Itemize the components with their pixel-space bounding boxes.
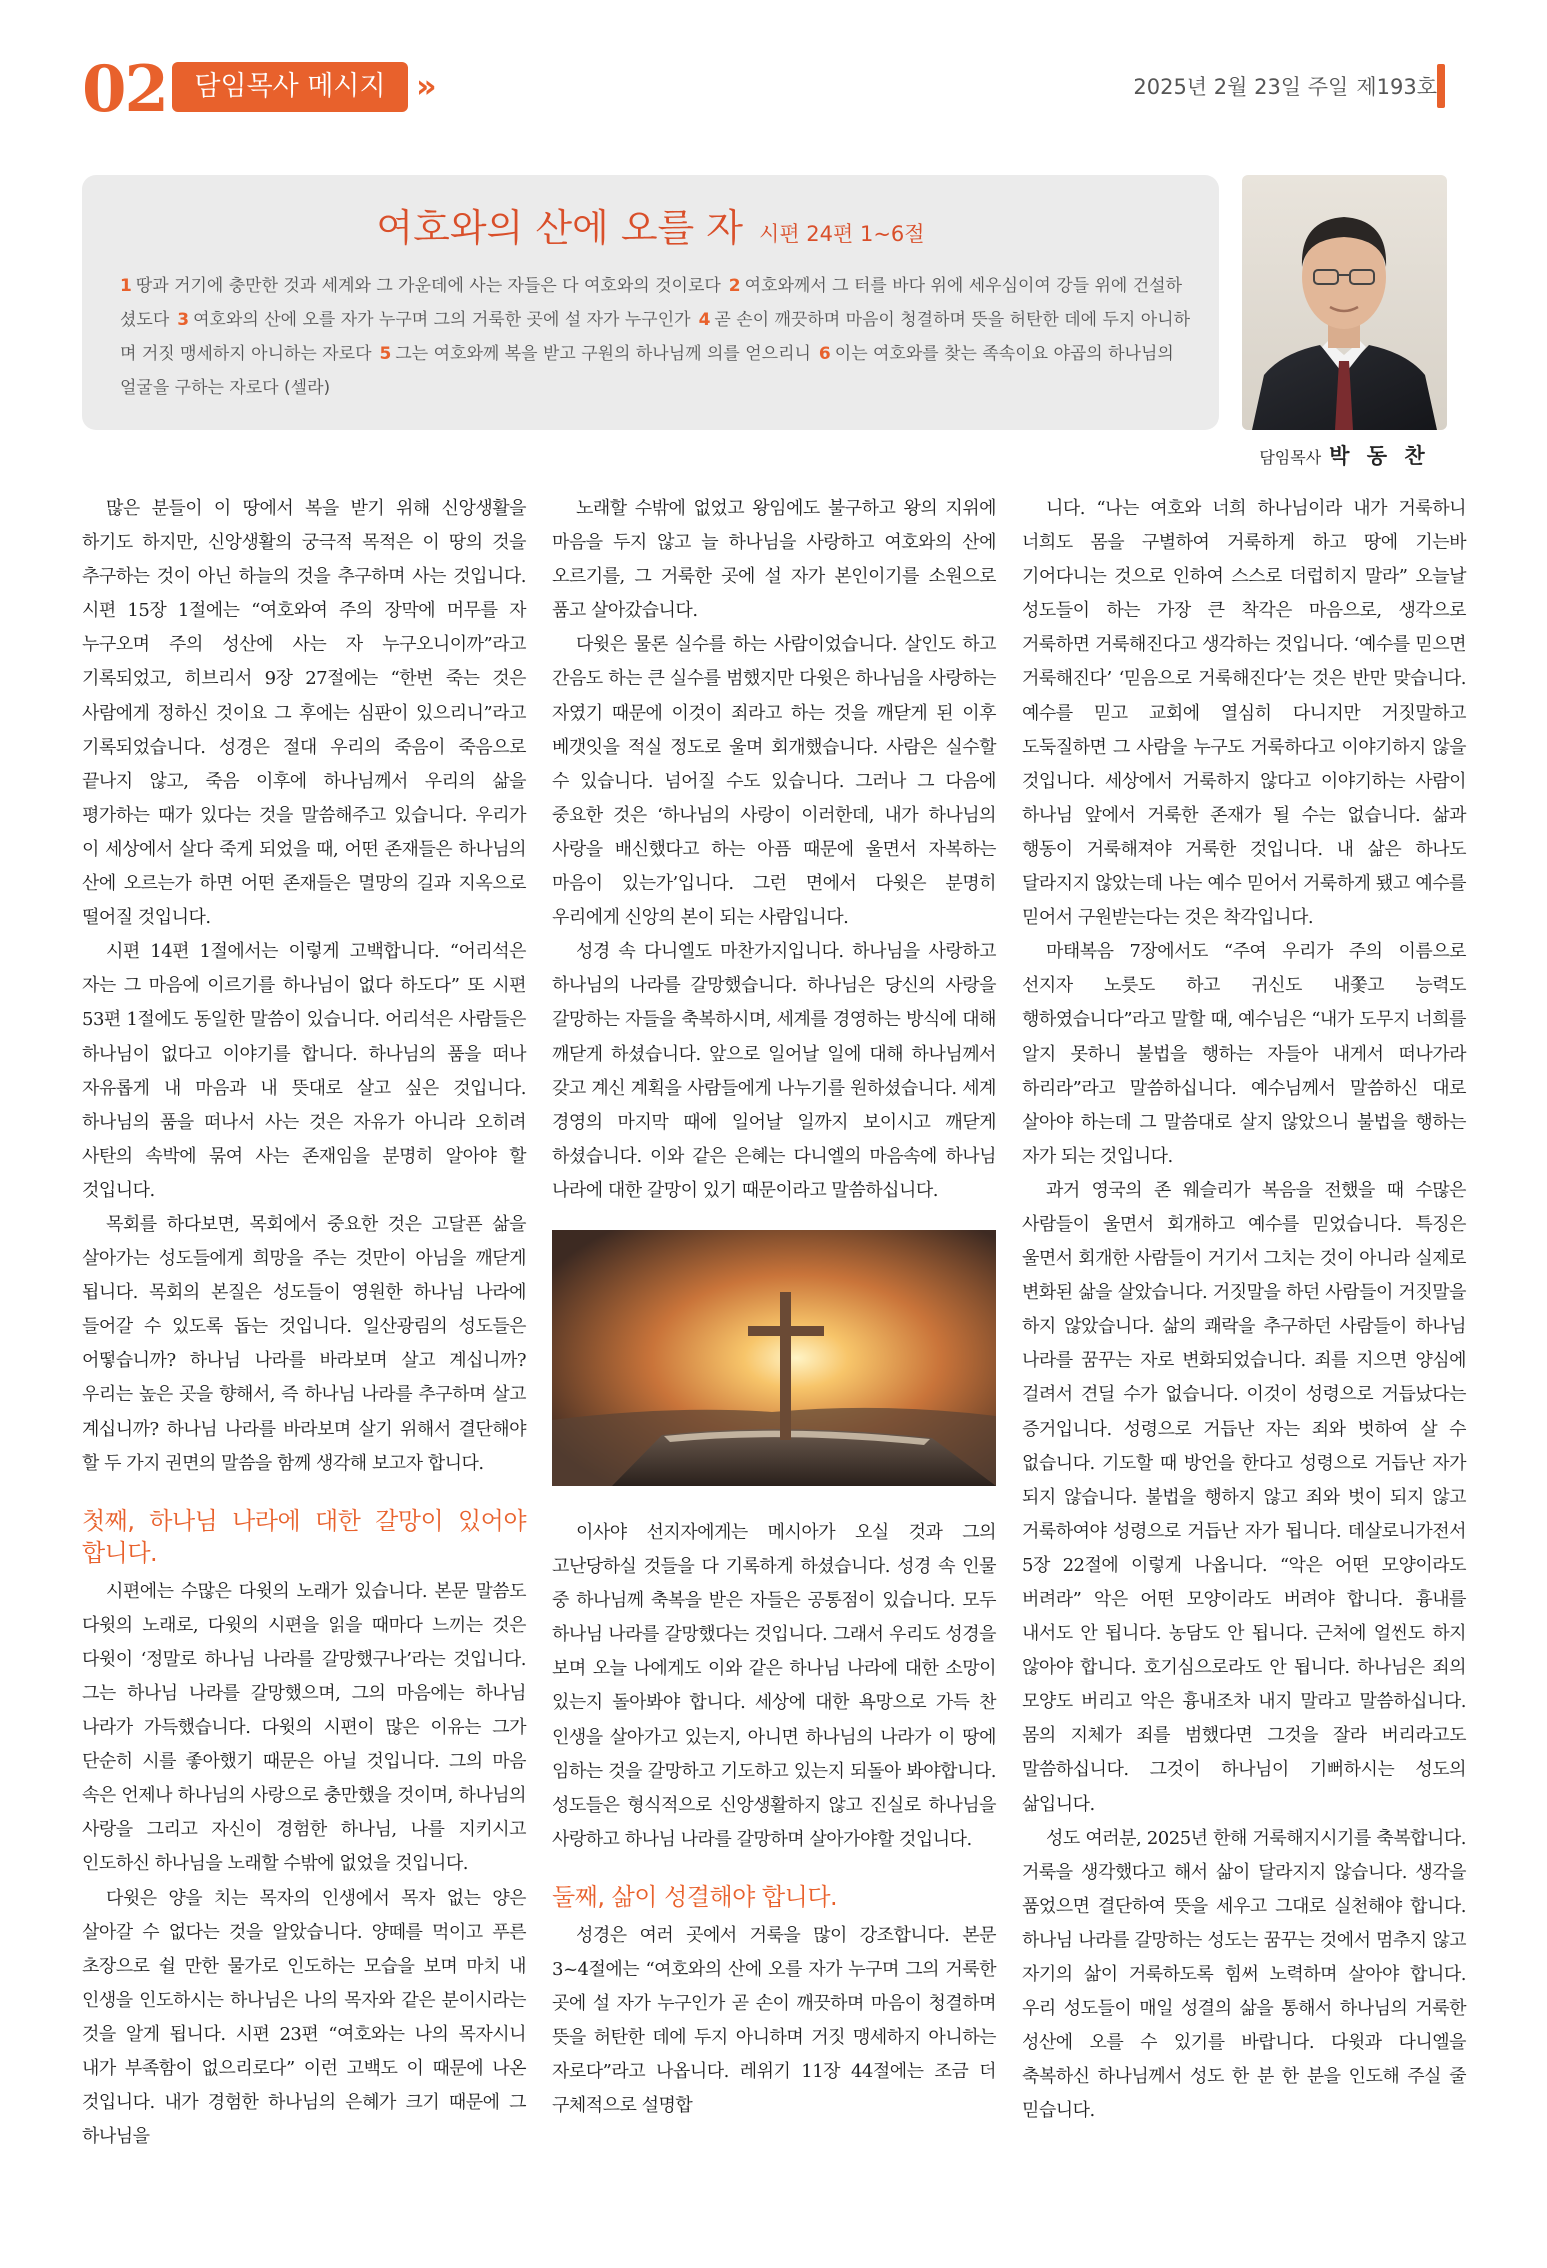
sermon-title: 여호와의 산에 오를 자 bbox=[376, 206, 744, 250]
paragraph: 마태복음 7장에서도 “주여 우리가 주의 이름으로 선지자 노릇도 하고 귀신도 내쫓고 능력도 행하였습니다”라고 말할 때, 예수님은 “내가 도무지 너희를 알지 못하니 불법을 행하는 자들아 내게서 떠나가라 하리라”라고 말씀하십니다. 예수님께서 말씀하신 대로 살아야 하는데 그 말씀대로 살지 않았으니 불법을 행하는 자가 되는 것입니다. bbox=[1022, 941, 1466, 1167]
scripture-reference: 시편 24편 1~6절 bbox=[759, 222, 925, 246]
article-column-1 bbox=[82, 492, 526, 2154]
cross-sunset-image bbox=[552, 1230, 996, 1486]
verse-number: 6 bbox=[818, 344, 831, 364]
issue-date bbox=[1125, 72, 1437, 102]
paragraph: 많은 분들이 이 땅에서 복을 받기 위해 신앙생활을 하기도 하지만, 신앙생활의 궁극적 목적은 이 땅의 것을 추구하는 것이 아닌 하늘의 것을 추구하며 사는 것입니다. 시편 15장 1절에는 “여호와여 주의 장막에 머무를 자 누구오며 주의 성산에 사는 자 누구오니이까”라고 기록되었고, 히브리서 9장 27절에는 “한번 죽는 것은 사람에게 정하신 것이요 그 후에는 심판이 있으리니”라고 기록되었습니다. 성경은 절대 우리의 죽음이 죽음으로 끝나지 않고, 죽음 이후에 하나님께서 우리의 삶을 평가하는 때가 있다는 것을 말씀해주고 있습니다. 우리가 이 세상에서 살다 죽게 되었을 때, 어떤 존재들은 하나님의 산에 오르는가 하면 어떤 존재들은 멸망의 길과 지옥으로 떨어질 것입니다. bbox=[82, 498, 526, 929]
pastor-role: 담임목사 bbox=[1259, 448, 1322, 467]
verse-number: 4 bbox=[698, 310, 711, 330]
verse-text: 여호와의 산에 오를 자가 누구며 그의 거룩한 곳에 설 자가 누구인가 bbox=[193, 310, 691, 330]
section-tab: 담임목사 메시지 bbox=[172, 62, 408, 112]
verse-number: 1 bbox=[120, 276, 132, 296]
verse-text: 그는 여호와께 복을 받고 구원의 하나님께 의를 얻으리니 bbox=[395, 344, 811, 364]
paragraph: 목회를 하다보면, 목회에서 중요한 것은 고달픈 삶을 살아가는 성도들에게 희망을 주는 것만이 아님을 깨닫게 됩니다. 목회의 본질은 성도들이 영원한 하나님 나라에 들어갈 수 있도록 돕는 것입니다. 일산광림의 성도들은 어떻습니까? 하나님 나라를 바라보며 살고 계십니까? 우리는 높은 곳을 향해서, 즉 하나님 나라를 추구하며 살고 계십니까? 하나님 나라를 바라보며 살기 위해서 결단해야 할 두 가지 권면의 말씀을 함께 생각해 보고자 합니다. bbox=[82, 1213, 526, 1474]
scripture-heading bbox=[82, 197, 1219, 252]
pastor-portrait-image bbox=[1242, 175, 1447, 430]
paragraph: 성도 여러분, 2025년 한해 거룩해지시기를 축복합니다. 거룩을 생각했다고 해서 삶이 달라지지 않습니다. 생각을 품었으면 결단하여 뜻을 세우고 그대로 실천해야 합니다. 하나님 나라를 갈망하는 성도는 꿈꾸는 것에서 멈추지 않고 자기의 삶이 거룩하도록 힘써 노력하며 살아야 합니다. 우리 성도들이 매일 성결의 삶을 통해서 하나님의 거룩한 성산에 오를 수 있기를 바랍니다. 다윗과 다니엘을 축복하신 하나님께서 성도 한 분 한 분을 인도해 주실 줄 믿습니다. bbox=[1022, 1827, 1466, 2122]
paragraph: 시편에는 수많은 다윗의 노래가 있습니다. 본문 말씀도 다윗의 노래로, 다윗의 시편을 읽을 때마다 느끼는 것은 다윗이 ‘정말로 하나님 나라를 갈망했구나’라는 것입니다. 그는 하나님 나라를 갈망했으며, 그의 마음에는 하나님 나라가 가득했습니다. 다윗의 시편이 많은 이유는 그가 단순히 시를 좋아했기 때문은 아닐 것입니다. 그의 마음 속은 언제나 하나님의 사랑으로 충만했을 것이며, 하나님의 사랑을 그리고 자신이 경험한 하나님, 나를 지키시고 인도하신 하나님을 노래할 수밖에 없었을 것입니다. bbox=[82, 1580, 526, 1875]
article-column-2 bbox=[552, 492, 996, 2123]
scripture-text bbox=[120, 269, 1190, 405]
paragraph: 다윗은 물론 실수를 하는 사람이었습니다. 살인도 하고 간음도 하는 큰 실수를 범했지만 다윗은 하나님을 사랑하는 자였기 때문에 이것이 죄라고 하는 것을 깨닫게 된 이후 베갯잇을 적실 정도로 울며 회개했습니다. 사람은 실수할 수 있습니다. 넘어질 수도 있습니다. 그러나 그 다음에 중요한 것은 ‘하나님의 사랑이 이러한데, 내가 하나님의 사랑을 배신했다고 하는 아픔 때문에 울면서 자복하는 마음이 있는가’입니다. 그런 면에서 다윗은 분명히 우리에게 신앙의 본이 되는 사람입니다. bbox=[552, 634, 996, 929]
paragraph: 과거 영국의 존 웨슬리가 복음을 전했을 때 수많은 사람들이 울면서 회개하고 예수를 믿었습니다. 특징은 울면서 회개한 사람들이 거기서 그치는 것이 아니라 실제로 변화된 삶을 살았습니다. 거짓말을 하던 사람들이 거짓말을 하지 않았습니다. 삶의 쾌락을 추구하던 사람들이 하나님 나라를 꿈꾸는 자로 변화되었습니다. 죄를 지으면 양심에 걸려서 견딜 수가 없습니다. 이것이 성령으로 거듭났다는 증거입니다. 성령으로 거듭난 자는 죄와 벗하여 살 수 없습니다. 기도할 때 방언을 한다고 성령으로 거듭난 자가 되지 않습니다. 불법을 행하지 않고 죄와 벗이 되지 않고 거룩하여야 성령으로 거듭난 자가 됩니다. 데살로니가전서 5장 22절에 이렇게 나옵니다. “악은 어떤 모양이라도 버려라” 악은 어떤 모양이라도 버려야 합니다. 흉내를 내서도 안 됩니다. 농담도 안 됩니다. 근처에 얼씬도 하지 않아야 합니다. 호기심으로라도 안 됩니다. 하나님은 죄의 모양도 버리고 악은 흉내조차 내지 말라고 말씀하십니다. 몸의 지체가 죄를 범했다면 그것을 잘라 버리라고도 말씀하십니다. 그것이 하나님이 기뻐하시는 성도의 삶입니다. bbox=[1022, 1179, 1466, 1815]
paragraph: 다윗은 양을 치는 목자의 인생에서 목자 없는 양은 살아갈 수 없다는 것을 알았습니다. 양떼를 먹이고 푸른 초장으로 쉴 만한 물가로 인도하는 모습을 보며 마치 내 인생을 인도하시는 하나님은 나의 목자와 같은 분이시라는 것을 알게 됩니다. 시편 23편 “여호와는 나의 목자시니 내가 부족함이 없으리로다” 이런 고백도 이 때문에 나온 것입니다. 내가 경험한 하나님의 은혜가 크기 때문에 그 하나님을 bbox=[82, 1887, 526, 2148]
verse-number: 3 bbox=[177, 310, 190, 330]
date-text: 2025년 2월 23일 주일 bbox=[1133, 75, 1349, 99]
issue-number: 제193호 bbox=[1356, 75, 1437, 99]
article-column-3 bbox=[1022, 492, 1466, 2129]
pastor-caption bbox=[1242, 440, 1447, 470]
paragraph: 노래할 수밖에 없었고 왕임에도 불구하고 왕의 지위에 마음을 두지 않고 늘 하나님을 사랑하고 여호와의 산에 오르기를, 그 거룩한 곳에 설 자가 본인이기를 소원으로 품고 살아갔습니다. bbox=[552, 498, 996, 622]
verse-number: 2 bbox=[728, 276, 741, 296]
paragraph: 이사야 선지자에게는 메시아가 오실 것과 그의 고난당하실 것들을 다 기록하게 하셨습니다. 성경 속 인물 중 하나님께 축복을 받은 자들은 공통점이 있습니다. 모두 하나님 나라를 갈망했다는 것입니다. 그래서 우리도 성경을 보며 오늘 나에게도 이와 같은 하나님 나라에 대한 소망이 있는지 돌아봐야 합니다. 세상에 대한 욕망으로 가득 찬 인생을 살아가고 있는지, 아니면 하나님의 나라가 이 땅에 임하는 것을 갈망하고 기도하고 있는지 되돌아 봐야합니다. 성도들은 형식적으로 신앙생활하지 않고 진실로 하나님을 사랑하고 하나님 나라를 갈망하며 살아가야할 것입니다. bbox=[552, 1521, 996, 1850]
pastor-name: 박 동 찬 bbox=[1329, 444, 1430, 468]
double-chevron-right-icon: » bbox=[416, 67, 437, 105]
verse-text: 땅과 거기에 충만한 것과 세계와 그 가운데에 사는 자들은 다 여호와의 것이로다 bbox=[135, 276, 721, 296]
header-accent-bar bbox=[1437, 64, 1445, 108]
paragraph: 성경은 여러 곳에서 거룩을 많이 강조합니다. 본문 3~4절에는 “여호와의 산에 오를 자가 누구며 그의 거룩한 곳에 설 자가 누구인가 곧 손이 깨끗하며 마음이 청결하며 뜻을 허탄한 데에 두지 아니하며 거짓 맹세하지 아니하는 자로다”라고 나옵니다. 레위기 11장 44절에는 조금 더 구체적으로 설명합 bbox=[552, 1924, 996, 2117]
pastor-photo bbox=[1242, 175, 1447, 430]
paragraph: 성경 속 다니엘도 마찬가지입니다. 하나님을 사랑하고 하나님의 나라를 갈망했습니다. 하나님은 당신의 사랑을 갈망하는 자들을 축복하시며, 세계를 경영하는 방식에 대해 깨닫게 하셨습니다. 앞으로 일어날 일에 대해 하나님께서 갖고 계신 계획을 사람들에게 나누기를 원하셨습니다. 세계 경영의 마지막 때에 일어날 일까지 보이시고 깨닫게 하셨습니다. 이와 같은 은혜는 다니엘의 마음속에 하나님 나라에 대한 갈망이 있기 때문이라고 말씀하십니다. bbox=[552, 941, 996, 1201]
subheading-first: 첫째, 하나님 나라에 대한 갈망이 있어야 합니다. bbox=[82, 1506, 526, 1567]
subheading-second: 둘째, 삶이 성결해야 합니다. bbox=[552, 1882, 838, 1911]
verse-text: 이는 여호와를 찾는 족속이요 야곱의 하나님의 얼굴을 구하는 자로다 (셀라) bbox=[120, 344, 1174, 398]
verse-number: 5 bbox=[379, 344, 392, 364]
paragraph: 시편 14편 1절에서는 이렇게 고백합니다. “어리석은 자는 그 마음에 이르기를 하나님이 없다 하도다” 또 시편 53편 1절에도 동일한 말씀이 있습니다. 어리석은 사람들은 하나님이 없다고 이야기를 합니다. 하나님의 품을 떠나 자유롭게 내 마음과 내 뜻대로 살고 싶은 것입니다. 하나님의 품을 떠나서 사는 것은 자유가 아니라 오히려 사탄의 속박에 묶여 사는 존재임을 분명히 알아야 할 것입니다. bbox=[82, 941, 526, 1201]
paragraph: 니다. “나는 여호와 너희 하나님이라 내가 거룩하니 너희도 몸을 구별하여 거룩하게 하고 땅에 기는바 기어다니는 것으로 인하여 스스로 더럽히지 말라” 오늘날 성도들이 하는 가장 큰 착각은 마음으로, 생각으로 거룩하면 거룩해진다고 생각하는 것입니다. ‘예수를 믿으면 거룩해진다’ ‘믿음으로 거룩해진다’는 것은 반만 맞습니다. 예수를 믿고 교회에 열심히 다니지만 거짓말하고 도둑질하면 그 사람을 누구도 거룩하다고 이야기하지 않을 것입니다. 세상에서 거룩하지 않다고 이야기하는 사람이 하나님 앞에서 거룩한 존재가 될 수는 없습니다. 삶과 행동이 거룩해져야 거룩한 것입니다. 내 삶은 하나도 달라지지 않았는데 나는 예수 믿어서 거룩하게 됐고 예수를 믿어서 구원받는다는 것은 착각입니다. bbox=[1022, 498, 1466, 929]
verse-text: 곧 손이 깨끗하며 마음이 청결하며 뜻을 허탄한 데에 두지 아니하며 거짓 맹세하지 아니하는 자로다 bbox=[120, 310, 1191, 364]
scripture-box bbox=[82, 175, 1219, 430]
verse-text: 여호와께서 그 터를 바다 위에 세우심이여 강들 위에 건설하셨도다 bbox=[120, 276, 1182, 330]
page-number: 02 bbox=[82, 52, 168, 127]
